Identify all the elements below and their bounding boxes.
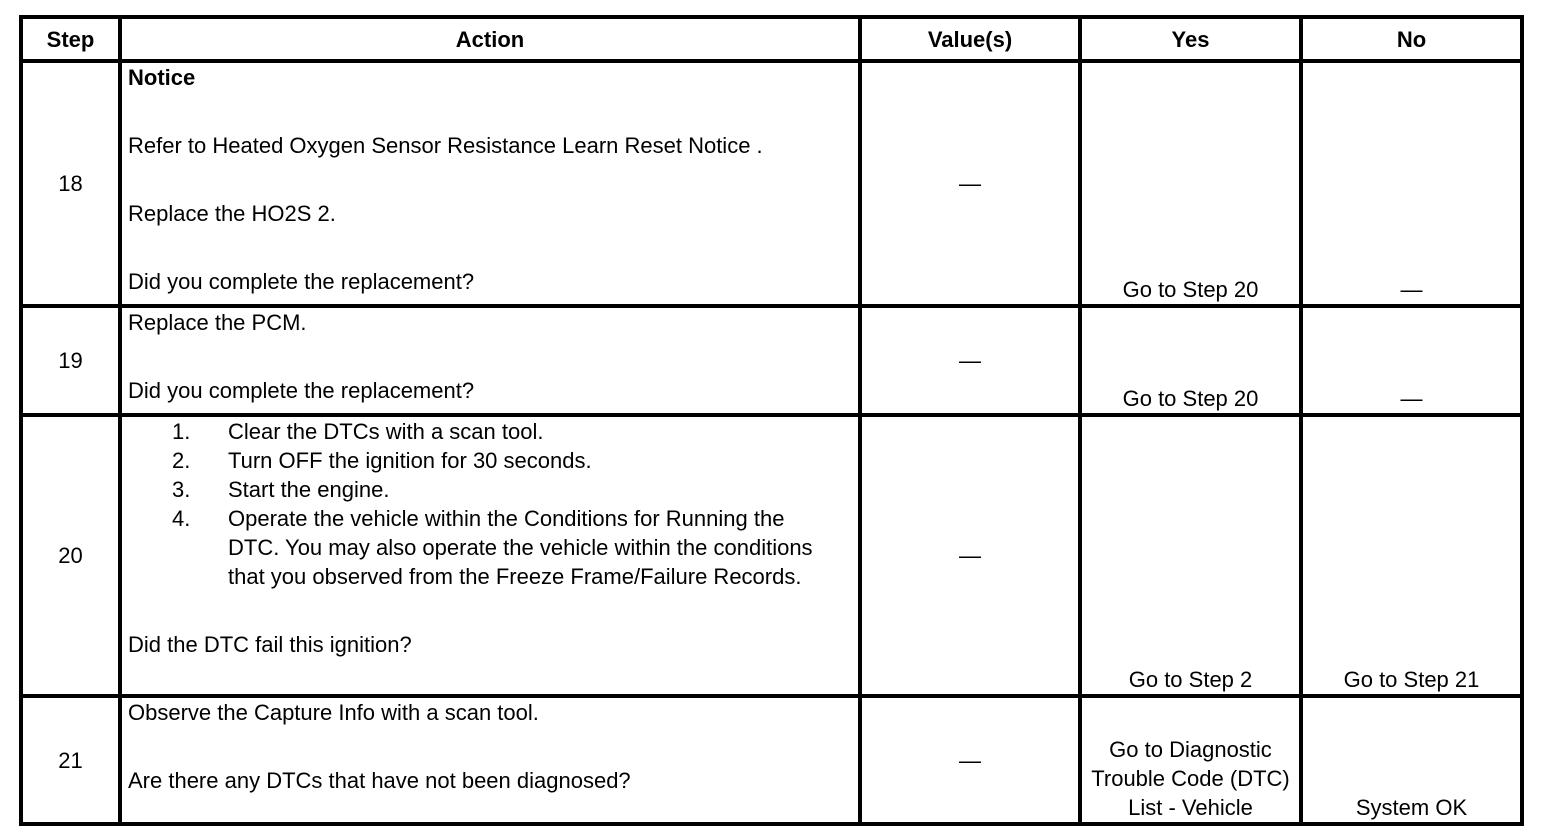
- header-step: Step: [21, 17, 120, 61]
- action-cell: [120, 696, 860, 824]
- no-cell: System OK: [1301, 696, 1522, 824]
- notice-label: Notice: [128, 65, 196, 90]
- list-item-text: Start the engine.: [228, 477, 390, 502]
- action-question: Are there any DTCs that have not been diagnosed?: [128, 768, 631, 793]
- action-cell: [120, 415, 860, 696]
- no-link[interactable]: Go to Step 21: [1301, 415, 1522, 696]
- header-no: No: [1301, 17, 1522, 61]
- value-cell: —: [860, 696, 1080, 824]
- action-instruction: Replace the PCM.: [128, 310, 307, 335]
- action-instruction: Observe the Capture Info with a scan tool.: [128, 700, 539, 725]
- step-number: 18: [21, 61, 120, 306]
- value-cell: —: [860, 415, 1080, 696]
- list-item: [128, 475, 852, 504]
- action-question: Did the DTC fail this ignition?: [128, 632, 412, 657]
- header-row: [21, 17, 1522, 61]
- table-row-step-18: [21, 61, 1522, 306]
- list-item-number: 1.: [172, 419, 191, 444]
- notice-reference-link[interactable]: Refer to Heated Oxygen Sensor Resistance Learn Reset Notice .: [128, 133, 763, 158]
- list-item: [128, 417, 852, 446]
- value-cell: —: [860, 61, 1080, 306]
- list-item: [128, 446, 852, 475]
- table-row-step-19: [21, 306, 1522, 415]
- action-question: Did you complete the replacement?: [128, 378, 475, 403]
- header-values: Value(s): [860, 17, 1080, 61]
- list-item-number: 2.: [172, 448, 191, 473]
- header-yes: Yes: [1080, 17, 1301, 61]
- table-row-step-20: [21, 415, 1522, 696]
- list-item-number: 4.: [172, 506, 191, 531]
- action-steps-list: [128, 417, 852, 591]
- step-number: 21: [21, 696, 120, 824]
- list-item-text: Clear the DTCs with a scan tool.: [228, 419, 544, 444]
- action-cell: [120, 61, 860, 306]
- yes-link[interactable]: Go to Step 20: [1080, 61, 1301, 306]
- list-item-text: Turn OFF the ignition for 30 seconds.: [228, 448, 592, 473]
- no-cell: —: [1301, 61, 1522, 306]
- table-row-step-21: [21, 696, 1522, 824]
- no-cell: —: [1301, 306, 1522, 415]
- value-cell: —: [860, 306, 1080, 415]
- yes-link[interactable]: Go to Diagnostic Trouble Code (DTC) List - Vehicle: [1080, 696, 1301, 824]
- list-item: [128, 504, 852, 591]
- yes-link[interactable]: Go to Step 2: [1080, 415, 1301, 696]
- diagnostic-table: [19, 15, 1524, 826]
- list-item-text: Operate the vehicle within the Conditions for Running the DTC. You may also operate the vehicle within the conditions that you observed from the Freeze Frame/Failure Records.: [228, 506, 813, 589]
- yes-link[interactable]: Go to Step 20: [1080, 306, 1301, 415]
- header-action: Action: [120, 17, 860, 61]
- action-question: Did you complete the replacement?: [128, 269, 475, 294]
- step-number: 20: [21, 415, 120, 696]
- action-instruction: Replace the HO2S 2.: [128, 201, 336, 226]
- step-number: 19: [21, 306, 120, 415]
- action-cell: [120, 306, 860, 415]
- list-item-number: 3.: [172, 477, 191, 502]
